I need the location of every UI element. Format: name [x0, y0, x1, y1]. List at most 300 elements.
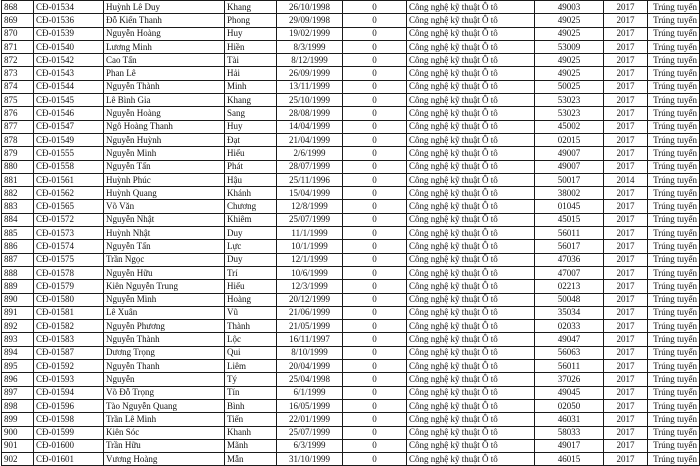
- cell-birth-date: 20/04/1999: [277, 360, 343, 373]
- cell-major: Công nghệ kỹ thuật Ô tô: [407, 333, 535, 346]
- cell-given-name: Hiền: [225, 40, 277, 53]
- cell-result: Trúng tuyển: [648, 320, 700, 333]
- cell-given-name: Huy: [225, 120, 277, 133]
- cell-school-code: 49045: [535, 386, 604, 399]
- table-row: [2, 320, 700, 333]
- cell-given-name: Liêm: [225, 360, 277, 373]
- cell-given-name: Hậu: [225, 173, 277, 186]
- cell-school-code: 38002: [535, 187, 604, 200]
- cell-birth-date: 12/3/1999: [277, 280, 343, 293]
- table-row: [2, 413, 700, 426]
- table-row: [2, 14, 700, 27]
- cell-birth-date: 28/08/1999: [277, 107, 343, 120]
- cell-flag: 0: [343, 120, 407, 133]
- cell-result: Trúng tuyển: [648, 187, 700, 200]
- cell-student-code: CĐ-01539: [34, 27, 104, 40]
- cell-student-code: CĐ-01599: [34, 426, 104, 439]
- cell-student-code: CĐ-01534: [34, 1, 104, 14]
- cell-major: Công nghệ kỹ thuật Ô tô: [407, 439, 535, 452]
- cell-birth-date: 21/04/1999: [277, 133, 343, 146]
- cell-result: Trúng tuyển: [648, 27, 700, 40]
- cell-birth-date: 16/05/1999: [277, 399, 343, 412]
- cell-family-name: Nguyễn Tấn: [104, 160, 225, 173]
- cell-flag: 0: [343, 346, 407, 359]
- cell-result: Trúng tuyển: [648, 80, 700, 93]
- cell-flag: 0: [343, 253, 407, 266]
- cell-given-name: Qui: [225, 346, 277, 359]
- cell-family-name: Huỳnh Phúc: [104, 173, 225, 186]
- cell-major: Công nghệ kỹ thuật Ô tô: [407, 213, 535, 226]
- cell-family-name: Lê Bình Gia: [104, 94, 225, 107]
- cell-student-code: CĐ-01545: [34, 94, 104, 107]
- cell-family-name: Nguyễn: [104, 373, 225, 386]
- table-row: [2, 293, 700, 306]
- cell-birth-date: 10/6/1999: [277, 266, 343, 279]
- cell-year: 2017: [604, 320, 648, 333]
- cell-year: 2017: [604, 133, 648, 146]
- cell-school-code: 50025: [535, 80, 604, 93]
- cell-year: 2017: [604, 213, 648, 226]
- cell-result: Trúng tuyển: [648, 413, 700, 426]
- cell-birth-date: 26/10/1998: [277, 1, 343, 14]
- cell-school-code: 02213: [535, 280, 604, 293]
- cell-student-code: CĐ-01594: [34, 386, 104, 399]
- cell-flag: 0: [343, 54, 407, 67]
- cell-family-name: Phan Lê: [104, 67, 225, 80]
- cell-index: 873: [2, 67, 34, 80]
- cell-flag: 0: [343, 293, 407, 306]
- cell-birth-date: 2/6/1999: [277, 147, 343, 160]
- cell-student-code: CĐ-01572: [34, 213, 104, 226]
- cell-index: 872: [2, 54, 34, 67]
- cell-birth-date: 29/09/1998: [277, 14, 343, 27]
- cell-student-code: CĐ-01536: [34, 14, 104, 27]
- cell-birth-date: 8/3/1999: [277, 40, 343, 53]
- cell-flag: 0: [343, 266, 407, 279]
- cell-flag: 0: [343, 80, 407, 93]
- cell-result: Trúng tuyển: [648, 399, 700, 412]
- cell-given-name: Hoàng: [225, 293, 277, 306]
- cell-school-code: 49025: [535, 67, 604, 80]
- cell-given-name: Minh: [225, 80, 277, 93]
- cell-result: Trúng tuyển: [648, 1, 700, 14]
- cell-student-code: CĐ-01540: [34, 40, 104, 53]
- cell-given-name: Khiêm: [225, 213, 277, 226]
- cell-result: Trúng tuyển: [648, 439, 700, 452]
- cell-index: 885: [2, 227, 34, 240]
- cell-birth-date: 25/11/1996: [277, 173, 343, 186]
- cell-index: 871: [2, 40, 34, 53]
- cell-flag: 0: [343, 426, 407, 439]
- cell-birth-date: 22/01/1999: [277, 413, 343, 426]
- cell-family-name: Võ Văn: [104, 200, 225, 213]
- cell-school-code: 47007: [535, 266, 604, 279]
- cell-school-code: 49003: [535, 1, 604, 14]
- cell-year: 2017: [604, 306, 648, 319]
- cell-family-name: Nguyễn Tấn: [104, 240, 225, 253]
- cell-result: Trúng tuyển: [648, 266, 700, 279]
- cell-result: Trúng tuyển: [648, 360, 700, 373]
- cell-year: 2017: [604, 333, 648, 346]
- cell-result: Trúng tuyển: [648, 120, 700, 133]
- cell-given-name: Tý: [225, 373, 277, 386]
- cell-given-name: Lực: [225, 240, 277, 253]
- cell-major: Công nghệ kỹ thuật Ô tô: [407, 320, 535, 333]
- cell-school-code: 56063: [535, 346, 604, 359]
- cell-family-name: Võ Đỗ Trọng: [104, 386, 225, 399]
- cell-given-name: Vũ: [225, 306, 277, 319]
- cell-birth-date: 12/1/1999: [277, 253, 343, 266]
- cell-year: 2017: [604, 413, 648, 426]
- cell-index: 888: [2, 266, 34, 279]
- cell-major: Công nghệ kỹ thuật Ô tô: [407, 147, 535, 160]
- cell-family-name: Lương Minh: [104, 40, 225, 53]
- cell-family-name: Nguyễn Huỳnh: [104, 133, 225, 146]
- cell-family-name: Huỳnh Nhật: [104, 227, 225, 240]
- cell-major: Công nghệ kỹ thuật Ô tô: [407, 413, 535, 426]
- cell-birth-date: 19/02/1999: [277, 27, 343, 40]
- cell-index: 877: [2, 120, 34, 133]
- cell-flag: 0: [343, 107, 407, 120]
- cell-major: Công nghệ kỹ thuật Ô tô: [407, 1, 535, 14]
- cell-index: 876: [2, 107, 34, 120]
- cell-school-code: 37026: [535, 373, 604, 386]
- cell-birth-date: 15/04/1999: [277, 187, 343, 200]
- cell-major: Công nghệ kỹ thuật Ô tô: [407, 240, 535, 253]
- cell-birth-date: 6/3/1999: [277, 439, 343, 452]
- cell-major: Công nghệ kỹ thuật Ô tô: [407, 306, 535, 319]
- cell-birth-date: 16/11/1997: [277, 333, 343, 346]
- cell-given-name: Duy: [225, 227, 277, 240]
- cell-family-name: Nguyễn Hoàng: [104, 27, 225, 40]
- cell-school-code: 53023: [535, 107, 604, 120]
- cell-year: 2017: [604, 200, 648, 213]
- cell-given-name: Bình: [225, 399, 277, 412]
- cell-birth-date: 21/05/1999: [277, 320, 343, 333]
- cell-student-code: CĐ-01583: [34, 333, 104, 346]
- cell-birth-date: 8/10/1999: [277, 346, 343, 359]
- cell-student-code: CĐ-01582: [34, 320, 104, 333]
- cell-given-name: Hiếu: [225, 280, 277, 293]
- cell-major: Công nghệ kỹ thuật Ô tô: [407, 40, 535, 53]
- cell-year: 2014: [604, 173, 648, 186]
- cell-year: 2017: [604, 227, 648, 240]
- cell-index: 879: [2, 147, 34, 160]
- cell-major: Công nghệ kỹ thuật Ô tô: [407, 54, 535, 67]
- cell-result: Trúng tuyển: [648, 333, 700, 346]
- cell-index: 894: [2, 346, 34, 359]
- cell-birth-date: 14/04/1999: [277, 120, 343, 133]
- cell-given-name: Khánh: [225, 187, 277, 200]
- cell-major: Công nghệ kỹ thuật Ô tô: [407, 280, 535, 293]
- cell-index: 892: [2, 320, 34, 333]
- cell-school-code: 45002: [535, 120, 604, 133]
- table-row: [2, 253, 700, 266]
- cell-given-name: Sang: [225, 107, 277, 120]
- cell-student-code: CĐ-01574: [34, 240, 104, 253]
- cell-flag: 0: [343, 67, 407, 80]
- cell-index: 902: [2, 453, 34, 466]
- cell-result: Trúng tuyển: [648, 94, 700, 107]
- cell-student-code: CĐ-01558: [34, 160, 104, 173]
- cell-school-code: 56011: [535, 227, 604, 240]
- cell-school-code: 49007: [535, 147, 604, 160]
- table-row: [2, 280, 700, 293]
- table-row: [2, 439, 700, 452]
- cell-school-code: 01045: [535, 200, 604, 213]
- cell-index: 899: [2, 413, 34, 426]
- cell-family-name: Cao Tấn: [104, 54, 225, 67]
- cell-year: 2017: [604, 453, 648, 466]
- cell-given-name: Mãnh: [225, 439, 277, 452]
- cell-year: 2017: [604, 27, 648, 40]
- cell-student-code: CĐ-01596: [34, 399, 104, 412]
- cell-family-name: Nguyễn Hữu: [104, 266, 225, 279]
- cell-school-code: 53023: [535, 94, 604, 107]
- cell-index: 887: [2, 253, 34, 266]
- cell-index: 884: [2, 213, 34, 226]
- cell-family-name: Nguyễn Hoàng: [104, 107, 225, 120]
- cell-school-code: 50017: [535, 173, 604, 186]
- cell-family-name: Trần Hữu: [104, 439, 225, 452]
- cell-family-name: Lê Xuân: [104, 306, 225, 319]
- table-row: [2, 306, 700, 319]
- cell-given-name: Trí: [225, 266, 277, 279]
- cell-family-name: Nguyễn Thành: [104, 333, 225, 346]
- cell-birth-date: 6/1/1999: [277, 386, 343, 399]
- cell-major: Công nghệ kỹ thuật Ô tô: [407, 253, 535, 266]
- cell-year: 2017: [604, 1, 648, 14]
- cell-school-code: 53009: [535, 40, 604, 53]
- cell-birth-date: 21/06/1999: [277, 306, 343, 319]
- cell-student-code: CĐ-01579: [34, 280, 104, 293]
- cell-birth-date: 13/11/1999: [277, 80, 343, 93]
- cell-index: 883: [2, 200, 34, 213]
- table-row: [2, 1, 700, 14]
- cell-student-code: CĐ-01580: [34, 293, 104, 306]
- table-row: [2, 80, 700, 93]
- cell-school-code: 46015: [535, 453, 604, 466]
- cell-student-code: CĐ-01555: [34, 147, 104, 160]
- cell-student-code: CĐ-01587: [34, 346, 104, 359]
- cell-school-code: 56011: [535, 360, 604, 373]
- cell-index: 900: [2, 426, 34, 439]
- cell-year: 2017: [604, 280, 648, 293]
- admission-results-table: [1, 0, 700, 466]
- cell-student-code: CĐ-01573: [34, 227, 104, 240]
- cell-school-code: 02015: [535, 133, 604, 146]
- cell-result: Trúng tuyển: [648, 40, 700, 53]
- cell-flag: 0: [343, 240, 407, 253]
- cell-index: 886: [2, 240, 34, 253]
- cell-result: Trúng tuyển: [648, 253, 700, 266]
- cell-school-code: 56017: [535, 240, 604, 253]
- cell-given-name: Khanh: [225, 426, 277, 439]
- table-row: [2, 147, 700, 160]
- cell-year: 2017: [604, 360, 648, 373]
- cell-given-name: Mẫn: [225, 453, 277, 466]
- cell-flag: 0: [343, 213, 407, 226]
- cell-major: Công nghệ kỹ thuật Ô tô: [407, 293, 535, 306]
- table-row: [2, 67, 700, 80]
- cell-index: 893: [2, 333, 34, 346]
- cell-student-code: CĐ-01578: [34, 266, 104, 279]
- cell-school-code: 47036: [535, 253, 604, 266]
- cell-birth-date: 10/1/1999: [277, 240, 343, 253]
- cell-student-code: CĐ-01598: [34, 413, 104, 426]
- table-row: [2, 227, 700, 240]
- cell-result: Trúng tuyển: [648, 133, 700, 146]
- cell-result: Trúng tuyển: [648, 227, 700, 240]
- cell-given-name: Hải: [225, 67, 277, 80]
- cell-year: 2017: [604, 80, 648, 93]
- cell-family-name: Vương Hoàng: [104, 453, 225, 466]
- cell-family-name: Nguyễn Thành: [104, 80, 225, 93]
- cell-family-name: Kiên Sóc: [104, 426, 225, 439]
- cell-given-name: Hiếu: [225, 147, 277, 160]
- cell-flag: 0: [343, 439, 407, 452]
- cell-flag: 0: [343, 1, 407, 14]
- cell-given-name: Tiến: [225, 413, 277, 426]
- cell-school-code: 49025: [535, 14, 604, 27]
- cell-flag: 0: [343, 27, 407, 40]
- cell-birth-date: 12/8/1999: [277, 200, 343, 213]
- cell-given-name: Khang: [225, 94, 277, 107]
- cell-major: Công nghệ kỹ thuật Ô tô: [407, 373, 535, 386]
- cell-major: Công nghệ kỹ thuật Ô tô: [407, 187, 535, 200]
- table-row: [2, 160, 700, 173]
- cell-year: 2017: [604, 187, 648, 200]
- cell-index: 870: [2, 27, 34, 40]
- cell-given-name: Khang: [225, 1, 277, 14]
- cell-index: 895: [2, 360, 34, 373]
- cell-flag: 0: [343, 333, 407, 346]
- cell-birth-date: 20/12/1999: [277, 293, 343, 306]
- cell-year: 2017: [604, 14, 648, 27]
- cell-school-code: 58033: [535, 426, 604, 439]
- cell-major: Công nghệ kỹ thuật Ô tô: [407, 80, 535, 93]
- cell-year: 2017: [604, 120, 648, 133]
- cell-student-code: CĐ-01549: [34, 133, 104, 146]
- cell-student-code: CĐ-01575: [34, 253, 104, 266]
- table-row: [2, 40, 700, 53]
- table-row: [2, 426, 700, 439]
- cell-result: Trúng tuyển: [648, 173, 700, 186]
- cell-flag: 0: [343, 360, 407, 373]
- cell-student-code: CĐ-01581: [34, 306, 104, 319]
- cell-index: 890: [2, 293, 34, 306]
- cell-year: 2017: [604, 54, 648, 67]
- cell-major: Công nghệ kỹ thuật Ô tô: [407, 107, 535, 120]
- cell-year: 2017: [604, 40, 648, 53]
- cell-year: 2017: [604, 107, 648, 120]
- cell-birth-date: 25/04/1998: [277, 373, 343, 386]
- cell-flag: 0: [343, 453, 407, 466]
- table-row: [2, 399, 700, 412]
- cell-index: 898: [2, 399, 34, 412]
- cell-index: 901: [2, 439, 34, 452]
- table-row: [2, 133, 700, 146]
- cell-given-name: Thành: [225, 320, 277, 333]
- cell-result: Trúng tuyển: [648, 426, 700, 439]
- cell-year: 2017: [604, 399, 648, 412]
- cell-family-name: Nguyễn Minh: [104, 293, 225, 306]
- cell-result: Trúng tuyển: [648, 14, 700, 27]
- cell-year: 2017: [604, 426, 648, 439]
- cell-year: 2017: [604, 293, 648, 306]
- cell-flag: 0: [343, 280, 407, 293]
- cell-family-name: Nguyễn Thanh: [104, 360, 225, 373]
- cell-result: Trúng tuyển: [648, 293, 700, 306]
- cell-index: 875: [2, 94, 34, 107]
- table-row: [2, 187, 700, 200]
- cell-major: Công nghệ kỹ thuật Ô tô: [407, 399, 535, 412]
- cell-major: Công nghệ kỹ thuật Ô tô: [407, 227, 535, 240]
- cell-year: 2017: [604, 94, 648, 107]
- cell-result: Trúng tuyển: [648, 160, 700, 173]
- cell-family-name: Nguyễn Nhật: [104, 213, 225, 226]
- cell-year: 2017: [604, 67, 648, 80]
- cell-major: Công nghệ kỹ thuật Ô tô: [407, 27, 535, 40]
- cell-family-name: Tào Nguyễn Quang: [104, 399, 225, 412]
- cell-flag: 0: [343, 133, 407, 146]
- cell-year: 2017: [604, 439, 648, 452]
- cell-major: Công nghệ kỹ thuật Ô tô: [407, 360, 535, 373]
- cell-student-code: CĐ-01600: [34, 439, 104, 452]
- cell-family-name: Đỗ Kiến Thanh: [104, 14, 225, 27]
- cell-result: Trúng tuyển: [648, 346, 700, 359]
- cell-birth-date: 25/07/1999: [277, 426, 343, 439]
- cell-major: Công nghệ kỹ thuật Ô tô: [407, 346, 535, 359]
- cell-index: 882: [2, 187, 34, 200]
- cell-index: 896: [2, 373, 34, 386]
- cell-flag: 0: [343, 14, 407, 27]
- cell-index: 878: [2, 133, 34, 146]
- cell-major: Công nghệ kỹ thuật Ô tô: [407, 173, 535, 186]
- cell-school-code: 02033: [535, 320, 604, 333]
- cell-result: Trúng tuyển: [648, 147, 700, 160]
- cell-index: 889: [2, 280, 34, 293]
- cell-result: Trúng tuyển: [648, 67, 700, 80]
- cell-family-name: Ngô Hoàng Thanh: [104, 120, 225, 133]
- cell-index: 897: [2, 386, 34, 399]
- cell-flag: 0: [343, 399, 407, 412]
- cell-flag: 0: [343, 227, 407, 240]
- cell-family-name: Kiên Nguyễn Trung: [104, 280, 225, 293]
- cell-major: Công nghệ kỹ thuật Ô tô: [407, 67, 535, 80]
- cell-result: Trúng tuyển: [648, 306, 700, 319]
- cell-flag: 0: [343, 94, 407, 107]
- cell-school-code: 49047: [535, 333, 604, 346]
- cell-major: Công nghệ kỹ thuật Ô tô: [407, 266, 535, 279]
- cell-student-code: CĐ-01592: [34, 360, 104, 373]
- table-row: [2, 200, 700, 213]
- cell-year: 2017: [604, 266, 648, 279]
- cell-school-code: 35034: [535, 306, 604, 319]
- cell-year: 2017: [604, 147, 648, 160]
- cell-birth-date: 8/12/1999: [277, 54, 343, 67]
- cell-family-name: Trần Lê Minh: [104, 413, 225, 426]
- cell-family-name: Nguyễn Minh: [104, 147, 225, 160]
- cell-school-code: 49017: [535, 439, 604, 452]
- cell-major: Công nghệ kỹ thuật Ô tô: [407, 133, 535, 146]
- cell-family-name: Trần Ngọc: [104, 253, 225, 266]
- cell-result: Trúng tuyển: [648, 200, 700, 213]
- cell-flag: 0: [343, 40, 407, 53]
- cell-birth-date: 25/07/1999: [277, 213, 343, 226]
- table-row: [2, 333, 700, 346]
- table-row: [2, 266, 700, 279]
